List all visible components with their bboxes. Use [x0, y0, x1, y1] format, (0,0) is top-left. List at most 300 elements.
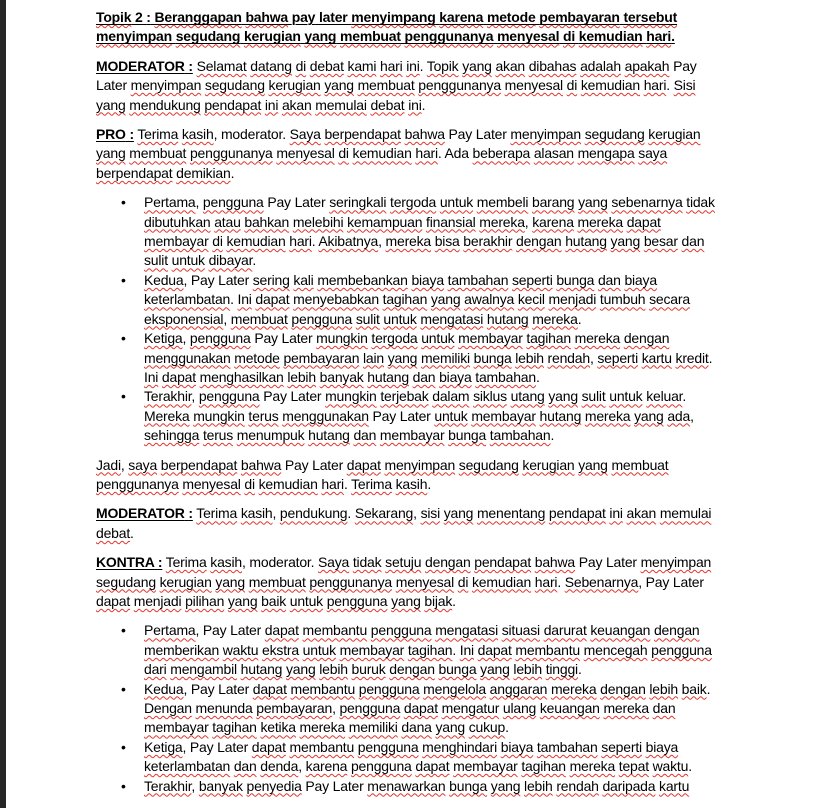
- misspelled-word[interactable]: Terakhir: [144, 777, 192, 794]
- misspelled-word[interactable]: yang: [490, 777, 521, 794]
- misspelled-word[interactable]: adalah: [580, 57, 621, 74]
- misspelled-word[interactable]: dalam: [432, 388, 470, 405]
- misspelled-word[interactable]: dibayar: [208, 252, 253, 269]
- misspelled-word[interactable]: menggunakan: [144, 349, 231, 366]
- misspelled-word[interactable]: finansial: [426, 213, 476, 230]
- misspelled-word[interactable]: Ketiga: [144, 738, 183, 755]
- misspelled-word[interactable]: awalnya: [464, 291, 515, 308]
- misspelled-word[interactable]: mereka: [385, 233, 431, 250]
- document-body[interactable]: [96, 8, 723, 796]
- misspelled-word[interactable]: denda: [260, 758, 299, 775]
- misspelled-word[interactable]: bunga: [556, 271, 595, 288]
- misspelled-word[interactable]: metode: [486, 9, 536, 25]
- misspelled-word[interactable]: mendukung: [129, 96, 201, 113]
- misspelled-word[interactable]: menjadi: [133, 592, 182, 609]
- misspelled-word[interactable]: Saya: [289, 126, 321, 143]
- misspelled-word[interactable]: hari: [643, 77, 667, 94]
- misspelled-word[interactable]: yang: [610, 233, 641, 250]
- misspelled-word[interactable]: hutang: [367, 368, 409, 385]
- misspelled-word[interactable]: dengan: [425, 554, 471, 571]
- misspelled-word[interactable]: mereka: [550, 680, 597, 697]
- misspelled-word[interactable]: hari: [321, 475, 344, 492]
- misspelled-word[interactable]: membuat: [248, 573, 306, 590]
- misspelled-word[interactable]: mencegah: [583, 641, 648, 658]
- misspelled-word[interactable]: sulit: [355, 310, 380, 327]
- misspelled-word[interactable]: tergoda: [371, 330, 418, 347]
- misspelled-word[interactable]: bahkan: [244, 213, 290, 230]
- misspelled-word[interactable]: berpendapat: [324, 126, 401, 143]
- misspelled-word[interactable]: kemudian: [580, 77, 640, 94]
- misspelled-word[interactable]: kartu: [641, 349, 672, 366]
- misspelled-word[interactable]: mereka: [299, 719, 346, 736]
- misspelled-word[interactable]: apakah: [624, 57, 670, 74]
- misspelled-word[interactable]: penggunanya: [404, 28, 494, 45]
- misspelled-word[interactable]: dapat: [96, 592, 131, 609]
- misspelled-word[interactable]: mengatasi: [420, 310, 484, 327]
- misspelled-word[interactable]: Pertama: [144, 194, 196, 211]
- misspelled-word[interactable]: dan: [233, 758, 257, 775]
- misspelled-word[interactable]: sering: [252, 271, 290, 288]
- misspelled-word[interactable]: membebankan: [317, 271, 408, 288]
- misspelled-word[interactable]: membuat: [611, 456, 669, 473]
- misspelled-word[interactable]: yang: [443, 505, 474, 522]
- misspelled-word[interactable]: cukup: [468, 719, 506, 736]
- misspelled-word[interactable]: memulai: [315, 96, 367, 113]
- misspelled-word[interactable]: di: [563, 28, 576, 45]
- misspelled-word[interactable]: akan: [626, 505, 657, 522]
- misspelled-word[interactable]: di: [295, 57, 307, 74]
- misspelled-word[interactable]: untuk: [383, 310, 417, 327]
- misspelled-word[interactable]: Pertama: [144, 622, 196, 639]
- misspelled-word[interactable]: biaya: [624, 271, 657, 288]
- misspelled-word[interactable]: untuk: [289, 592, 323, 609]
- misspelled-word[interactable]: membuat: [357, 77, 415, 94]
- misspelled-word[interactable]: yang: [634, 407, 664, 424]
- misspelled-word[interactable]: penggunanya: [309, 573, 393, 590]
- misspelled-word[interactable]: biaya: [411, 271, 444, 288]
- misspelled-word[interactable]: lebih: [649, 680, 678, 697]
- misspelled-word[interactable]: kali: [293, 271, 314, 288]
- misspelled-word[interactable]: tumbuh: [599, 291, 646, 308]
- misspelled-word[interactable]: terus: [248, 407, 279, 424]
- misspelled-word[interactable]: mereka: [532, 310, 578, 327]
- misspelled-word[interactable]: sulit: [581, 388, 606, 405]
- misspelled-word[interactable]: dan: [597, 271, 621, 288]
- misspelled-word[interactable]: secara: [649, 291, 690, 308]
- misspelled-word[interactable]: Terakhir: [144, 388, 192, 405]
- misspelled-word[interactable]: dan: [353, 427, 377, 444]
- misspelled-word[interactable]: dengan: [515, 233, 562, 250]
- misspelled-word[interactable]: kasih: [240, 505, 273, 522]
- misspelled-word[interactable]: yang: [391, 592, 421, 609]
- misspelled-word[interactable]: tidak: [686, 194, 715, 211]
- misspelled-word[interactable]: dapat: [626, 213, 661, 230]
- misspelled-word[interactable]: ulang: [502, 700, 537, 716]
- misspelled-word[interactable]: pendapat: [548, 505, 606, 522]
- misspelled-word[interactable]: menggunakan: [282, 407, 369, 424]
- misspelled-word[interactable]: bunga: [473, 349, 512, 366]
- misspelled-word[interactable]: kredit: [675, 349, 709, 366]
- misspelled-word[interactable]: pembayaran: [256, 700, 333, 716]
- misspelled-word[interactable]: tidak: [352, 554, 382, 571]
- misspelled-word[interactable]: Saya: [318, 554, 350, 571]
- misspelled-word[interactable]: demikian: [176, 164, 231, 181]
- misspelled-word[interactable]: atau: [214, 213, 241, 230]
- misspelled-word[interactable]: melebihi: [292, 213, 344, 230]
- misspelled-word[interactable]: pengguna: [339, 700, 401, 716]
- misspelled-word[interactable]: dengan: [623, 330, 670, 347]
- misspelled-word[interactable]: metode: [234, 349, 280, 366]
- misspelled-word[interactable]: segudang: [584, 126, 645, 143]
- misspelled-word[interactable]: ketika: [260, 719, 296, 736]
- misspelled-word[interactable]: membayar: [379, 427, 445, 444]
- misspelled-word[interactable]: kecil: [517, 291, 545, 308]
- misspelled-word[interactable]: dapat: [264, 622, 299, 639]
- misspelled-word[interactable]: membuat: [129, 145, 187, 162]
- misspelled-word[interactable]: membayar: [453, 758, 518, 775]
- misspelled-word[interactable]: ada: [667, 407, 691, 424]
- misspelled-word[interactable]: membuat: [340, 28, 401, 45]
- misspelled-word[interactable]: dari: [144, 661, 167, 678]
- misspelled-word[interactable]: ekstra: [262, 641, 299, 658]
- misspelled-word[interactable]: pengguna: [202, 194, 264, 211]
- misspelled-word[interactable]: kerugian: [159, 573, 212, 590]
- misspelled-word[interactable]: utang: [510, 388, 545, 405]
- misspelled-word[interactable]: dapat: [415, 758, 450, 775]
- misspelled-word[interactable]: kerugian: [648, 126, 701, 143]
- misspelled-word[interactable]: menghasilkan: [199, 368, 284, 385]
- misspelled-word[interactable]: di: [457, 573, 469, 590]
- misspelled-word[interactable]: lebih: [319, 661, 348, 678]
- misspelled-word[interactable]: dengan: [389, 661, 435, 678]
- misspelled-word[interactable]: debat: [96, 524, 131, 541]
- misspelled-word[interactable]: penggunanya: [96, 475, 179, 492]
- misspelled-word[interactable]: biaya: [439, 368, 472, 385]
- misspelled-word[interactable]: yang: [285, 661, 316, 678]
- misspelled-word[interactable]: menawarkan: [367, 777, 446, 794]
- misspelled-word[interactable]: Terima: [137, 126, 179, 143]
- misspelled-word[interactable]: tagihan: [521, 758, 566, 775]
- misspelled-word[interactable]: hari: [646, 28, 672, 45]
- misspelled-word[interactable]: pengguna: [651, 641, 712, 658]
- misspelled-word[interactable]: pendapat: [204, 96, 262, 113]
- misspelled-word[interactable]: terus: [202, 427, 234, 444]
- misspelled-word[interactable]: beberapa: [472, 145, 531, 162]
- misspelled-word[interactable]: baik: [681, 680, 707, 697]
- misspelled-word[interactable]: menyesal: [276, 145, 335, 162]
- misspelled-word[interactable]: pengguna: [350, 758, 412, 775]
- misspelled-word[interactable]: bahwa: [404, 126, 445, 143]
- misspelled-word[interactable]: yang: [387, 349, 418, 366]
- misspelled-word[interactable]: di: [338, 145, 349, 162]
- misspelled-word[interactable]: besar: [643, 233, 678, 250]
- misspelled-word[interactable]: dana: [401, 719, 432, 736]
- misspelled-word[interactable]: keterlambatan: [144, 291, 231, 308]
- misspelled-word[interactable]: menyesal: [395, 573, 455, 590]
- misspelled-word[interactable]: menyesal: [497, 28, 560, 45]
- misspelled-word[interactable]: di: [244, 475, 255, 492]
- misspelled-word[interactable]: di: [566, 77, 578, 94]
- misspelled-word[interactable]: untuk: [439, 194, 474, 211]
- misspelled-word[interactable]: berpendapat: [96, 164, 173, 181]
- misspelled-word[interactable]: menunda: [195, 700, 253, 716]
- misspelled-word[interactable]: siklus: [473, 388, 507, 405]
- misspelled-word[interactable]: membantu: [302, 622, 368, 639]
- misspelled-word[interactable]: hutang: [240, 661, 283, 678]
- misspelled-word[interactable]: sulit: [144, 252, 168, 269]
- misspelled-word[interactable]: sehingga: [144, 427, 200, 444]
- misspelled-word[interactable]: bijak: [424, 592, 453, 609]
- misspelled-word[interactable]: pilihan: [185, 592, 225, 609]
- misspelled-word[interactable]: kemudian: [258, 475, 318, 492]
- misspelled-word[interactable]: pengguna: [198, 388, 260, 405]
- misspelled-word[interactable]: tambahan: [475, 368, 536, 385]
- misspelled-word[interactable]: yang: [578, 456, 608, 473]
- misspelled-word[interactable]: dapat: [255, 291, 290, 308]
- misspelled-word[interactable]: dan: [412, 368, 436, 385]
- misspelled-word[interactable]: membuat: [230, 310, 288, 327]
- misspelled-word[interactable]: bunga: [438, 661, 477, 678]
- misspelled-word[interactable]: untuk: [171, 252, 205, 269]
- misspelled-word[interactable]: dibahas: [528, 57, 577, 74]
- misspelled-word[interactable]: tambahan: [447, 271, 509, 288]
- misspelled-word[interactable]: mungkin: [325, 388, 377, 405]
- misspelled-word[interactable]: datang: [250, 57, 292, 74]
- misspelled-word[interactable]: banyak: [319, 368, 364, 385]
- misspelled-word[interactable]: tagihan: [526, 330, 571, 347]
- misspelled-word[interactable]: sisi: [420, 505, 440, 522]
- misspelled-word[interactable]: kemampuan: [347, 213, 423, 230]
- misspelled-word[interactable]: kasih: [210, 554, 242, 571]
- misspelled-word[interactable]: mereka: [574, 330, 621, 347]
- misspelled-word[interactable]: memiliki: [420, 349, 470, 366]
- misspelled-word[interactable]: mereka: [569, 758, 616, 775]
- misspelled-word[interactable]: rendah: [556, 777, 599, 794]
- misspelled-word[interactable]: anggaran: [489, 680, 548, 697]
- misspelled-word[interactable]: Sisi: [673, 77, 696, 94]
- misspelled-word[interactable]: membayar: [458, 330, 523, 347]
- misspelled-word[interactable]: lebih: [524, 777, 553, 794]
- word-page[interactable]: [6, 0, 816, 808]
- misspelled-word[interactable]: membayar: [144, 719, 209, 736]
- misspelled-word[interactable]: mengapa: [577, 145, 635, 162]
- misspelled-word[interactable]: pengguna: [357, 738, 419, 755]
- misspelled-word[interactable]: Ini: [459, 641, 474, 658]
- misspelled-word[interactable]: menyesal: [504, 77, 563, 94]
- misspelled-word[interactable]: segudang: [175, 28, 241, 45]
- misspelled-word[interactable]: banyak: [198, 777, 243, 794]
- misspelled-word[interactable]: seperti: [597, 349, 638, 366]
- misspelled-word[interactable]: bunga: [449, 777, 488, 794]
- misspelled-word[interactable]: menyimpan: [510, 126, 581, 143]
- misspelled-word[interactable]: tagihan: [407, 641, 453, 658]
- misspelled-word[interactable]: seringkali: [329, 194, 387, 211]
- misspelled-word[interactable]: kerugian: [268, 77, 321, 94]
- misspelled-word[interactable]: membayar: [339, 641, 405, 658]
- misspelled-word[interactable]: dengan: [653, 622, 700, 639]
- misspelled-word[interactable]: pendukung: [279, 505, 348, 522]
- misspelled-word[interactable]: mungkin: [193, 407, 245, 424]
- misspelled-word[interactable]: kemudian: [226, 233, 286, 250]
- misspelled-word[interactable]: menyimpan: [640, 554, 712, 571]
- misspelled-word[interactable]: menyimpan: [130, 77, 202, 94]
- misspelled-word[interactable]: ini: [408, 96, 422, 113]
- misspelled-word[interactable]: bahwa: [534, 554, 576, 571]
- misspelled-word[interactable]: seperti: [601, 738, 642, 755]
- misspelled-word[interactable]: setuju: [385, 554, 422, 571]
- misspelled-word[interactable]: memulai: [659, 505, 712, 522]
- misspelled-word[interactable]: Akibatnya: [318, 233, 379, 250]
- misspelled-word[interactable]: rendah: [547, 349, 590, 366]
- misspelled-word[interactable]: penyedia: [246, 777, 302, 794]
- misspelled-word[interactable]: menjadi: [548, 291, 597, 308]
- misspelled-word[interactable]: dapat: [346, 456, 381, 473]
- misspelled-word[interactable]: mengatasi: [435, 622, 498, 639]
- misspelled-word[interactable]: Ini: [237, 291, 252, 308]
- misspelled-word[interactable]: dan: [681, 233, 705, 250]
- misspelled-word[interactable]: yang: [96, 145, 126, 162]
- misspelled-word[interactable]: buruk: [351, 661, 386, 678]
- misspelled-word[interactable]: biaya: [500, 738, 534, 755]
- misspelled-word[interactable]: ini: [264, 96, 279, 113]
- misspelled-word[interactable]: segudang: [204, 77, 265, 94]
- misspelled-word[interactable]: bahwa: [245, 9, 289, 25]
- misspelled-word[interactable]: penggunanya: [418, 77, 501, 94]
- misspelled-word[interactable]: bisa: [434, 233, 460, 250]
- misspelled-word[interactable]: penggunanya: [189, 145, 273, 162]
- misspelled-word[interactable]: kasih: [181, 126, 214, 143]
- misspelled-word[interactable]: dapat: [161, 368, 196, 385]
- misspelled-word[interactable]: hari: [379, 57, 403, 74]
- misspelled-word[interactable]: akan: [495, 57, 526, 74]
- misspelled-word[interactable]: menentang: [476, 505, 546, 522]
- misspelled-word[interactable]: debat: [370, 96, 405, 113]
- misspelled-word[interactable]: memiliki: [348, 719, 398, 736]
- misspelled-word[interactable]: menyebabkan: [293, 291, 379, 308]
- misspelled-word[interactable]: membantu: [515, 641, 580, 658]
- misspelled-word[interactable]: sebenarnya: [611, 194, 683, 211]
- misspelled-word[interactable]: tagihan: [382, 291, 428, 308]
- misspelled-word[interactable]: kami: [347, 57, 377, 74]
- misspelled-word[interactable]: Sebenarnya: [564, 573, 639, 590]
- misspelled-word[interactable]: kemudian: [352, 145, 412, 162]
- misspelled-word[interactable]: terjebak: [380, 388, 429, 405]
- misspelled-word[interactable]: mereka: [577, 213, 623, 230]
- misspelled-word[interactable]: pengguna: [326, 592, 388, 609]
- misspelled-word[interactable]: ini: [406, 57, 420, 74]
- misspelled-word[interactable]: yang: [480, 661, 510, 678]
- misspelled-word[interactable]: hutang: [565, 233, 607, 250]
- misspelled-word[interactable]: tagihan: [212, 719, 257, 736]
- misspelled-word[interactable]: menyimpang: [351, 9, 436, 25]
- misspelled-word[interactable]: yang: [430, 291, 461, 308]
- misspelled-word[interactable]: berakhir: [463, 233, 513, 250]
- misspelled-word[interactable]: Jadi: [96, 456, 121, 473]
- misspelled-word[interactable]: kasih: [395, 475, 428, 492]
- misspelled-word[interactable]: barang: [532, 194, 575, 211]
- misspelled-word[interactable]: tambahan: [489, 427, 551, 444]
- misspelled-word[interactable]: mereka: [603, 700, 649, 716]
- misspelled-word[interactable]: pembayaran: [283, 349, 360, 366]
- misspelled-word[interactable]: Kedua: [144, 271, 184, 288]
- misspelled-word[interactable]: tergoda: [390, 194, 437, 211]
- misspelled-word[interactable]: Topik: [426, 57, 459, 74]
- misspelled-word[interactable]: kemudian: [578, 28, 643, 45]
- misspelled-word[interactable]: berpendapat: [160, 456, 238, 473]
- misspelled-word[interactable]: kartu: [659, 777, 690, 794]
- misspelled-word[interactable]: yang: [324, 77, 354, 94]
- misspelled-word[interactable]: baik: [261, 592, 287, 609]
- misspelled-word[interactable]: saya: [128, 456, 158, 473]
- misspelled-word[interactable]: menyesal: [182, 475, 241, 492]
- misspelled-word[interactable]: menyimpan: [384, 456, 456, 473]
- misspelled-word[interactable]: bahwa: [240, 456, 282, 473]
- misspelled-word[interactable]: menghindari: [422, 738, 498, 755]
- misspelled-word[interactable]: di: [212, 233, 223, 250]
- misspelled-word[interactable]: yang: [304, 28, 337, 45]
- misspelled-word[interactable]: lebih: [513, 661, 542, 678]
- misspelled-word[interactable]: mungkin: [316, 330, 368, 347]
- misspelled-word[interactable]: Terima: [351, 475, 392, 492]
- misspelled-word[interactable]: seperti: [512, 271, 553, 288]
- misspelled-word[interactable]: darurat: [543, 622, 587, 639]
- misspelled-word[interactable]: yang: [96, 96, 126, 113]
- misspelled-word[interactable]: debat: [309, 57, 344, 74]
- misspelled-word[interactable]: Beranggapan: [154, 9, 242, 25]
- misspelled-word[interactable]: membayar: [144, 233, 209, 250]
- misspelled-word[interactable]: Mereka: [144, 407, 190, 424]
- misspelled-word[interactable]: Terima: [196, 505, 238, 522]
- misspelled-word[interactable]: untuk: [609, 388, 643, 405]
- misspelled-word[interactable]: segudang: [96, 573, 156, 590]
- misspelled-word[interactable]: dapat: [403, 700, 438, 716]
- misspelled-word[interactable]: lebih: [515, 349, 544, 366]
- misspelled-word[interactable]: hari: [289, 233, 312, 250]
- misspelled-word[interactable]: membeli: [476, 194, 529, 211]
- misspelled-word[interactable]: membantu: [290, 680, 356, 697]
- misspelled-word[interactable]: dibutuhkan: [144, 213, 211, 230]
- misspelled-word[interactable]: dapat: [252, 680, 287, 697]
- misspelled-word[interactable]: tersebut: [623, 9, 678, 25]
- misspelled-word[interactable]: hutang: [486, 310, 529, 327]
- misspelled-word[interactable]: dapat: [251, 738, 286, 755]
- misspelled-word[interactable]: Topik: [96, 9, 132, 25]
- misspelled-word[interactable]: mengatur: [441, 700, 500, 716]
- misspelled-word[interactable]: tinggi: [545, 661, 578, 678]
- misspelled-word[interactable]: bunga: [448, 427, 487, 444]
- misspelled-word[interactable]: kerugian: [243, 28, 301, 45]
- misspelled-word[interactable]: karena: [305, 758, 348, 775]
- misspelled-word[interactable]: biaya: [645, 738, 679, 755]
- misspelled-word[interactable]: Kedua: [144, 680, 184, 697]
- misspelled-word[interactable]: yang: [548, 388, 578, 405]
- misspelled-word[interactable]: keterlambatan: [144, 758, 231, 775]
- misspelled-word[interactable]: keluar: [646, 388, 683, 405]
- misspelled-word[interactable]: dan: [652, 700, 676, 716]
- misspelled-word[interactable]: pengguna: [291, 310, 353, 327]
- misspelled-word[interactable]: pembayaran: [539, 9, 620, 25]
- misspelled-word[interactable]: pengguna: [358, 680, 420, 697]
- misspelled-word[interactable]: mereka: [479, 213, 525, 230]
- misspelled-word[interactable]: keuangan: [590, 622, 651, 639]
- misspelled-word[interactable]: mengambil: [170, 661, 237, 678]
- misspelled-word[interactable]: alasan: [533, 145, 574, 162]
- misspelled-word[interactable]: akan: [281, 96, 312, 113]
- misspelled-word[interactable]: karena: [532, 213, 574, 230]
- misspelled-word[interactable]: hutang: [539, 407, 582, 424]
- misspelled-word[interactable]: yang: [578, 194, 608, 211]
- misspelled-word[interactable]: kerugian: [522, 456, 575, 473]
